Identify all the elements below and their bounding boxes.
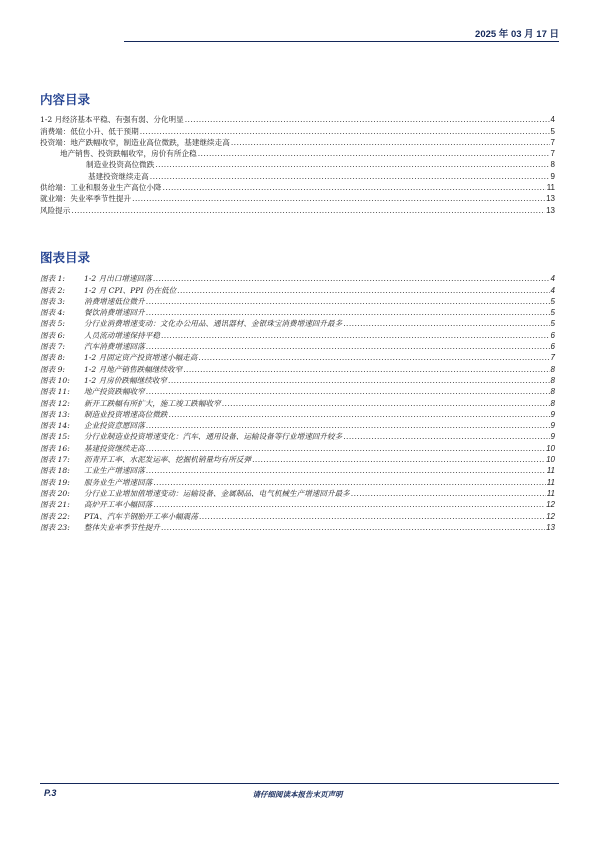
figure-entry-label: 图表 13: [40,409,70,419]
leader-dots [163,182,546,193]
contents-entry[interactable] [40,114,555,125]
figure-entry[interactable] [40,488,555,499]
contents-entry-title: 基建投资继续走高 [88,171,149,181]
figure-entry-title [40,511,198,522]
figure-entry-label: 图表 23: [40,522,70,532]
figure-entry-title [40,285,176,296]
figure-entry-title [40,273,152,284]
figure-entry-text: 企业投资意愿回落 [84,421,145,431]
leader-dots [161,330,550,341]
leader-dots [150,171,550,182]
page-ref: 8 [550,364,555,374]
leader-dots [71,205,545,216]
figure-entry[interactable] [40,352,555,363]
figure-entry-text: 餐饮消费增速回升 [84,308,145,318]
figure-entry-label: 图表 7: [40,342,65,352]
figure-entry-title [40,352,197,363]
figure-entry[interactable] [40,522,555,533]
figure-entry-text: 分行业消费增速变动：文化办公用品、通讯器材、金银珠宝消费增速回升最多 [84,319,343,329]
figure-entry-text: 服务业生产增速回落 [84,477,153,487]
leader-dots [198,148,550,159]
leader-dots [146,386,550,397]
leader-dots [146,296,550,307]
leader-dots [140,126,550,137]
page-ref: 9 [550,421,555,431]
figure-entry-text: 1-2 月出口增速回落 [84,274,152,284]
page-ref: 7 [550,353,555,363]
leader-dots [146,307,550,318]
figure-entry-title [40,375,167,386]
page-ref: 11 [546,466,555,476]
figure-entry[interactable] [40,510,555,521]
figure-entry-title [40,431,342,442]
page-ref: 11 [546,488,555,498]
leader-dots [161,522,545,533]
figure-entry-label: 图表 22: [40,511,70,521]
figure-entry-title [40,465,145,476]
figure-entry-text: PTA、汽车半钢胎开工率小幅震荡 [84,511,198,521]
figure-entry[interactable] [40,442,555,453]
page-ref: 5 [550,308,555,318]
page-ref: 6 [550,342,555,352]
figure-entry-label: 图表 10: [40,375,70,385]
figure-entry-text: 地产投资跌幅收窄 [84,387,145,397]
contents-entry-title: 1-2 月经济基本平稳、有强有弱、分化明显 [40,115,184,125]
figure-entry-label: 图表 6: [40,330,65,340]
figure-entry[interactable] [40,499,555,510]
page-ref: 8 [550,375,555,385]
figure-entry-title [40,522,160,533]
figure-entry-title [40,341,145,352]
figure-entry[interactable] [40,296,555,307]
figure-entry-label: 图表 4: [40,308,65,318]
contents-entry-title: 就业端：失业率季节性提升 [40,194,132,204]
figure-entry-label: 图表 20: [40,488,70,498]
leader-dots [185,114,550,125]
figure-entry-label: 图表 18: [40,466,70,476]
contents-entry[interactable] [40,193,555,204]
figure-entry[interactable] [40,329,555,340]
figure-entry-title [40,296,145,307]
figure-entry-title [40,330,160,341]
contents-heading: 内容目录 [40,92,91,107]
figure-entry-text: 制造业投资增速高位微跌 [84,409,168,419]
leader-dots [252,454,545,465]
page-ref: 8 [550,387,555,397]
contents-entry-title: 地产销售、投资跌幅收窄，房价有所企稳 [60,149,197,159]
page-ref: 7 [550,149,555,159]
page-ref: 8 [550,398,555,408]
page-ref: 10 [546,455,555,465]
contents-entry[interactable] [40,137,555,148]
page-number: P.3 [44,788,57,798]
page-ref: 12 [546,511,555,521]
page-ref: 9 [550,432,555,442]
figure-entry-label: 图表 16: [40,443,70,453]
leader-dots [222,398,550,409]
figure-entry-text: 工业生产增速回落 [84,466,145,476]
contents-entry-title: 风险提示 [40,205,71,215]
page-ref: 11 [546,183,555,193]
figure-entry-title [40,307,145,318]
page-ref: 7 [550,137,555,147]
leader-dots [343,318,549,329]
figure-entry-text: 基建投资继续走高 [84,443,145,453]
figure-entry-text: 1-2 月地产销售跌幅继续收窄 [84,364,183,374]
contents-list [40,114,555,216]
contents-entry[interactable] [40,170,555,181]
figure-entry[interactable] [40,386,555,397]
page-ref: 4 [550,115,555,125]
leader-dots [146,465,546,476]
page-ref: 5 [550,319,555,329]
figure-entry-title [40,443,145,454]
leader-dots [153,273,550,284]
leader-dots [153,499,545,510]
leader-dots [155,159,549,170]
figure-entry-text: 新开工跌幅有所扩大，施工竣工跌幅收窄 [84,398,221,408]
figure-entry-title [40,409,168,420]
leader-dots [343,431,549,442]
figure-entry-text: 汽车消费增速回落 [84,342,145,352]
figure-entry-title [40,488,350,499]
figure-entry-label: 图表 2: [40,285,65,295]
figure-entry-label: 图表 9: [40,364,65,374]
figure-entry-text: 人员流动增速保持平稳 [84,330,160,340]
leader-dots [168,375,550,386]
page-ref: 5 [550,126,555,136]
leader-dots [146,443,545,454]
page-ref: 13 [546,194,555,204]
figure-entry[interactable] [40,476,555,487]
figure-entry[interactable] [40,318,555,329]
figure-entry-text: 1-2 月房价跌幅继续收窄 [84,375,167,385]
contents-entry[interactable] [40,204,555,215]
figure-entry[interactable] [40,375,555,386]
leader-dots [231,137,550,148]
figure-entry[interactable] [40,465,555,476]
figure-entry-label: 图表 8: [40,353,65,363]
page-ref: 9 [550,409,555,419]
figure-entry-text: 分行业工业增加值增速变动：运输设备、金属制品、电气机械生产增速回升最多 [84,488,350,498]
contents-entry[interactable] [40,159,555,170]
report-date: 2025 年 03 月 17 日 [475,29,559,40]
figure-entry-label: 图表 5: [40,319,65,329]
leader-dots [153,477,545,488]
figure-entry-label: 图表 15: [40,432,70,442]
figures-heading: 图表目录 [40,250,91,265]
page-ref: 8 [550,160,555,170]
figure-entry-title [40,454,251,465]
figure-entry[interactable] [40,409,555,420]
figure-entry[interactable] [40,454,555,465]
page-ref: 13 [546,522,555,532]
page-ref: 11 [546,477,555,487]
figure-entry-label: 图表 3: [40,296,65,306]
page-ref: 13 [546,205,555,215]
contents-entry[interactable] [40,148,555,159]
figure-entry[interactable] [40,363,555,374]
leader-dots [169,409,550,420]
figure-entry-label: 图表 14: [40,421,70,431]
figure-entry[interactable] [40,397,555,408]
figure-entry-label: 图表 21: [40,500,70,510]
page-ref: 4 [550,285,555,295]
page-ref: 10 [546,443,555,453]
contents-entry[interactable] [40,182,555,193]
figure-entry-title [40,386,145,397]
figure-entry[interactable] [40,431,555,442]
leader-dots [146,420,550,431]
figures-list [40,273,555,533]
page-ref: 5 [550,296,555,306]
leader-dots [351,488,546,499]
leader-dots [183,364,549,375]
page-ref: 6 [550,330,555,340]
figure-entry-label: 图表 19: [40,477,70,487]
leader-dots [199,511,545,522]
figure-entry-title [40,318,342,329]
footer-rule [40,783,559,784]
contents-entry[interactable] [40,125,555,136]
header-rule [124,41,559,42]
contents-entry-title: 制造业投资高位微跌 [86,160,155,170]
page-ref: 9 [550,171,555,181]
figure-entry-label: 图表 12: [40,398,70,408]
figure-entry[interactable] [40,341,555,352]
figure-entry-label: 图表 17: [40,455,70,465]
figure-entry-text: 高炉开工率小幅回落 [84,500,153,510]
contents-entry-title: 供给端：工业和服务业生产高位小降 [40,183,162,193]
contents-entry-title: 消费端：低位小升、低于预期 [40,126,139,136]
figure-entry[interactable] [40,420,555,431]
page-ref: 12 [546,500,555,510]
leader-dots [146,341,550,352]
figure-entry-title [40,398,221,409]
figure-entry-text: 沥青开工率、水泥发运率、挖掘机销量均有所反弹 [84,455,252,465]
figure-entry-text: 整体失业率季节性提升 [84,522,160,532]
figure-entry-title [40,364,182,375]
figure-entry-text: 1-2 月固定资产投资增速小幅走高 [84,353,198,363]
figure-entry[interactable] [40,273,555,284]
figure-entry-label: 图表 11: [40,387,70,397]
figure-entry-title [40,477,152,488]
leader-dots [132,193,545,204]
leader-dots [198,352,549,363]
figure-entry[interactable] [40,307,555,318]
figure-entry-title [40,420,145,431]
figure-entry-text: 1-2 月 CPI、PPI 仍在低位 [84,285,177,295]
figure-entry[interactable] [40,284,555,295]
footer-disclaimer: 请仔细阅读本报告末页声明 [252,790,343,799]
figure-entry-title [40,499,152,510]
figure-entry-text: 消费增速低位微升 [84,296,145,306]
contents-entry-title: 投资端：地产跌幅收窄，制造业高位微跌，基建继续走高 [40,137,230,147]
figure-entry-text: 分行业制造业投资增速变化：汽车、通用设备、运输设备等行业增速回升较多 [84,432,343,442]
leader-dots [177,285,549,296]
page-ref: 4 [550,274,555,284]
figure-entry-label: 图表 1: [40,274,65,284]
